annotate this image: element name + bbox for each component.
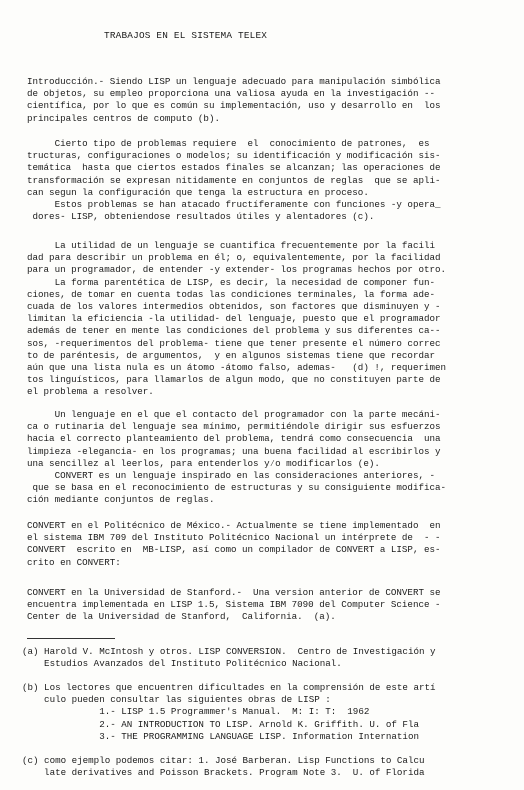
text-line: que se basa en el reconocimiento de estructuras y su consiguiente modifica- — [27, 482, 447, 494]
text-line: Estudios Avanzados del Instituto Politécnico Nacional. — [22, 658, 342, 670]
text-line: limpieza -elegancia- en los programas; una buena facilidad al escribirlos y — [27, 445, 441, 457]
text-line: La utilidad de un lenguaje se cuantifica frecuentemente por la facili — [27, 240, 435, 251]
text-line: Center de la Universidad de Stanford, California. (a). — [27, 611, 336, 623]
text-line: CONVERT es un lenguaje inspirado en las consideraciones anteriores, - — [27, 469, 435, 481]
paragraph-utility — [27, 240, 495, 398]
text-line: dad para describir un problema en él; o, equivalentemente, por la facilidad — [27, 252, 441, 264]
footnote-divider — [27, 638, 115, 639]
paragraph-introduction — [27, 76, 495, 125]
footnote-c — [22, 755, 502, 779]
text-line: el sistema IBM 709 del Instituto Politécnico Nacional un intérprete de - - — [27, 532, 441, 544]
text-line: 1.- LISP 1.5 Programmer's Manual. M: I: T: 1962 — [22, 706, 370, 718]
text-line: aún que una lista nula es un átomo -átomo falso, ademas- (d) !, requerimen — [27, 361, 447, 373]
text-line: de objetos, su empleo proporciona una valiosa ayuda en la investigación -- — [27, 88, 435, 100]
text-line: cuada de los valores intermedios obtenidos, son factores que disminuyen y - — [27, 300, 441, 312]
text-line: ca o rutinaria del lenguaje sea mínimo, permitiéndole dirigir sus esfuerzos — [27, 421, 441, 433]
text-line: Cierto tipo de problemas requiere el conocimiento de patrones, es — [27, 138, 430, 149]
document-title: TRABAJOS EN EL SISTEMA TELEX — [104, 30, 268, 41]
text-line: transformación se expresan nitidamente en conjuntos de reglas que se apli- — [27, 174, 441, 186]
text-line: limitan la eficiencia -la utilidad- del lenguaje, puesto que el programador — [27, 313, 441, 325]
text-line: ciones, de tomar en cuenta todas las condiciones terminales, la forma ade- — [27, 288, 435, 300]
text-line: 3.- THE PROGRAMMING LANGUAGE LISP. Information Internation — [22, 730, 419, 742]
text-line: CONVERT en la Universidad de Stanford.- Una version anterior de CONVERT se — [27, 587, 441, 598]
text-line: CONVERT en el Politécnico de México.- Actualmente se tiene implementado en — [27, 520, 441, 531]
footnote-b — [22, 682, 502, 743]
text-line: sos, -requerimentos del problema- tiene que tener presente el número correc — [27, 337, 441, 349]
text-line: científica, por lo que es común su implementación, uso y desarrollo en los — [27, 100, 441, 112]
text-line: para un programador, de entender -y extender- los programas hechos por otro. — [27, 264, 447, 276]
text-line: 2.- AN INTRODUCTION TO LISP. Arnold K. Griffith. U. of Fla — [22, 718, 419, 730]
paragraph-convert-mexico — [27, 520, 495, 569]
text-line: dores- LISP, obteniendose resultados útiles y alentadores (c). — [27, 211, 375, 223]
text-line: (b) Los lectores que encuentren dificultades en la comprensión de este artí — [22, 682, 436, 693]
text-line: una sencillez al leerlos, para entenderlos y⁄o modificarlos (e). — [27, 457, 380, 469]
text-line: ción mediante conjuntos de reglas. — [27, 494, 215, 506]
text-line: culo pueden consultar las siguientes obras de LISP : — [22, 694, 331, 706]
text-line: hacia el correcto planteamiento del problema, tendrá como consecuencia una — [27, 433, 441, 445]
text-line: crito en CONVERT: — [27, 556, 121, 568]
text-line: to de paréntesis, de argumentos, y en algunos sistemas tiene que recordar — [27, 349, 435, 361]
paragraph-convert-stanford — [27, 587, 495, 624]
text-line: Un lenguaje en el que el contacto del programador con la parte mecáni- — [27, 409, 441, 420]
text-line: el problema a resolver. — [27, 386, 154, 398]
paragraph-language — [27, 409, 495, 507]
text-line: además de tener en mente las condiciones del problema y sus diferentes ca-- — [27, 325, 441, 337]
text-line: encuentra implementada en LISP 1.5, Sistema IBM 7090 del Computer Science - — [27, 599, 441, 611]
text-line: temática hasta que ciertos estados finales se alcanzan; las operaciones de — [27, 162, 441, 174]
text-line: Estos problemas se han atacado fructíferamente con funciones -y opera_ — [27, 198, 441, 210]
text-line: La forma parentética de LISP, es decir, la necesidad de componer fun- — [27, 276, 435, 288]
text-line: tructuras, configuraciones o modelos; su identificación y modificación sis- — [27, 150, 441, 162]
text-line: (a) Harold V. McIntosh y otros. LISP CONVERSION. Centro de Investigación y — [22, 646, 436, 657]
paragraph-problems — [27, 138, 495, 223]
text-line: CONVERT escrito en MB-LISP, así como un compilador de CONVERT a LISP, es- — [27, 544, 441, 556]
text-line: tos linguísticos, para llamarlos de algun modo, que no constituyen parte de — [27, 374, 441, 386]
text-line: (c) como ejemplo podemos citar: 1. José Barberan. Lisp Functions to Calcu — [22, 755, 425, 766]
text-line: Introducción.- Siendo LISP un lenguaje adecuado para manipulación simbólica — [27, 76, 441, 87]
text-line: can segun la configuración que tenga la estructura en proceso. — [27, 186, 369, 198]
text-line: principales centros de computo (b). — [27, 112, 220, 124]
footnote-a — [22, 646, 502, 670]
text-line: late derivatives and Poisson Brackets. Program Note 3. U. of Florida — [22, 767, 425, 779]
